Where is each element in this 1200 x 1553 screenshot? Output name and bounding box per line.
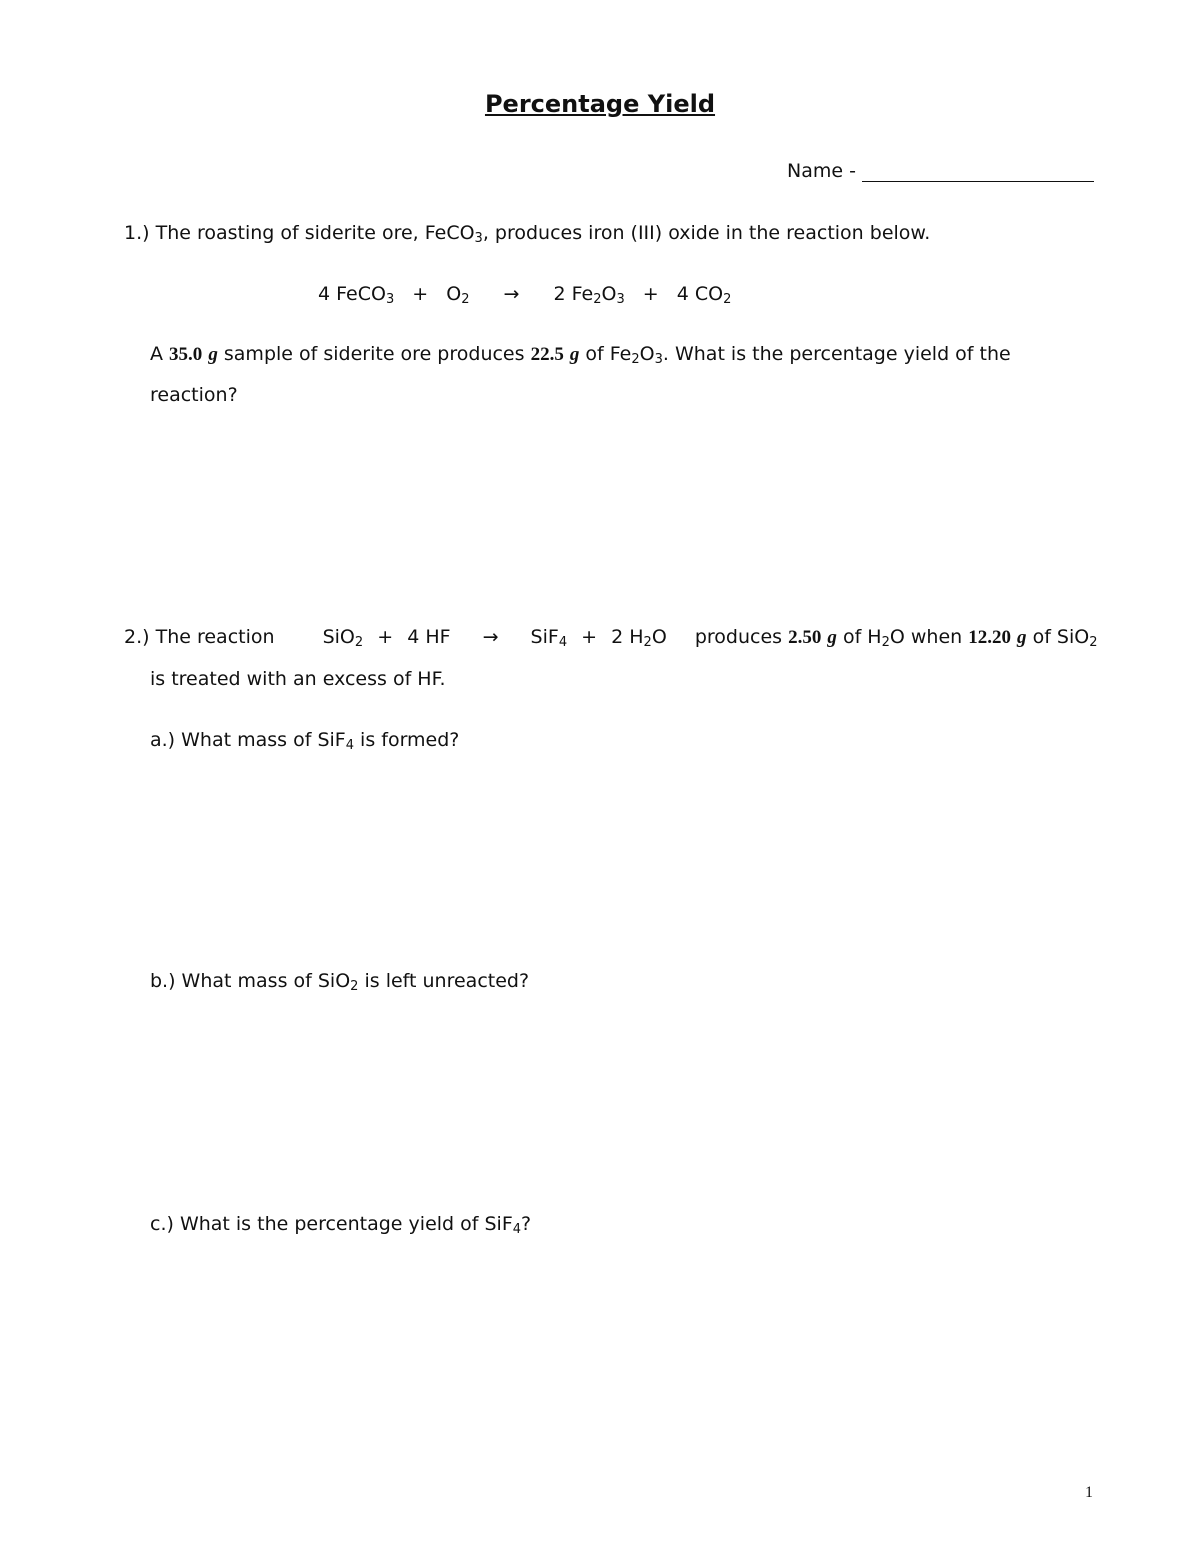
q1-equation: 4 FeCO$_3$ + $O_2 \to 2$ $Fe_2O_3 + 4$ $CO_2$ <box>318 283 732 307</box>
q2-part-b: b.) What mass of SiO$_2$ is left unreacted? <box>150 970 530 994</box>
name-blank-line[interactable] <box>862 161 1094 182</box>
name-field <box>787 160 1094 182</box>
reaction-arrow: → <box>503 283 520 305</box>
q2-number: 2.) <box>124 626 150 648</box>
page-number: 1 <box>1085 1484 1093 1501</box>
page-title: Percentage Yield <box>484 90 716 118</box>
q2-statement: 2.) The reaction SiO$_2$ + 4 HF → SiF$_4$ + 2 $H_2O$ produces 2.50 g of $H_2O$ when 12.20 g of SiO$_2$ <box>124 626 1098 650</box>
q2-part-c: c.) What is the percentage yield of SiF$_4$? <box>150 1213 532 1237</box>
q2-statement-line2: is treated with an excess of HF. <box>150 668 446 690</box>
q1-intro: 1.) The roasting of siderite ore, FeCO$_3$, produces iron (III) oxide in the reaction below. <box>124 222 931 246</box>
reaction-arrow: → <box>482 626 499 648</box>
name-label: Name - <box>787 160 856 182</box>
q1-prompt-line2: reaction? <box>150 384 238 406</box>
q1-number: 1.) <box>124 222 150 244</box>
q2-part-a: a.) What mass of SiF$_4$ is formed? <box>150 729 460 753</box>
q1-prompt: A 35.0 g sample of siderite ore produces 22.5 g of $Fe_2O_3$. What is the percentage yield of the <box>150 343 1011 367</box>
